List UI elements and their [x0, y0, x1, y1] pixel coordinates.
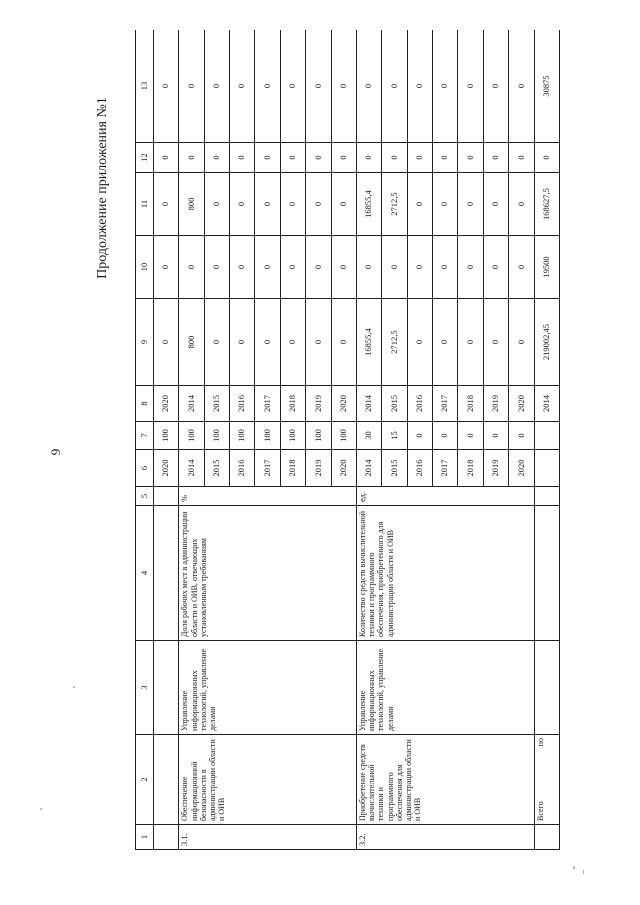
year-cell: 2017 — [255, 450, 280, 487]
amount-cell: 0 — [331, 236, 356, 299]
amount-cell: 0 — [382, 30, 407, 143]
amount-cell: 0 — [306, 236, 331, 299]
column-number-row — [136, 30, 154, 850]
year-cell: 2017 — [433, 450, 458, 487]
column-number: 8 — [136, 386, 154, 422]
item-number: 3.1. — [179, 825, 357, 850]
amount-cell: 0 — [306, 173, 331, 236]
target-value-cell: 0 — [433, 422, 458, 450]
table-row — [356, 30, 381, 850]
item-name: Приобретение средств вычислительной техники и программного обеспечения для администрации области и ОИВ — [356, 735, 534, 825]
program-table-grid — [135, 30, 560, 850]
amount-cell: 0 — [458, 236, 483, 299]
year-cell: 2018 — [280, 386, 305, 422]
target-value-cell: 100 — [153, 422, 178, 450]
page-heading: Продолжение приложения №1 — [95, 97, 110, 279]
indicator-name: Доля рабочих мест в администрации области и ОИВ, отвечающих установленным требованиям — [179, 506, 357, 641]
amount-cell: 0 — [433, 143, 458, 173]
scan-speck — [40, 808, 42, 810]
amount-cell: 0 — [306, 143, 331, 173]
page-number: 9 — [48, 448, 63, 456]
amount-cell: 0 — [204, 173, 229, 236]
total-row — [534, 30, 559, 850]
year-cell: 2014 — [356, 386, 381, 422]
column-number: 7 — [136, 422, 154, 450]
amount-cell: 0 — [204, 236, 229, 299]
scan-speck — [573, 866, 575, 869]
item-name: Обеспечение информационной безопасности в администрации области и ОИВ — [179, 735, 357, 825]
table-row — [179, 30, 204, 850]
total-label-suffix: по — [535, 738, 545, 747]
total-amount: 0 — [534, 143, 559, 173]
unit-cell: ед. — [356, 487, 534, 506]
scan-speck — [73, 686, 75, 688]
year-cell: 2016 — [407, 386, 432, 422]
year-cell: 2015 — [204, 450, 229, 487]
table-row — [153, 30, 178, 850]
amount-cell: 0 — [458, 30, 483, 143]
target-value-cell: 100 — [280, 422, 305, 450]
amount-cell: 0 — [331, 299, 356, 386]
amount-cell: 16855,4 — [356, 173, 381, 236]
target-value-cell: 100 — [204, 422, 229, 450]
target-value-cell: 30 — [356, 422, 381, 450]
amount-cell: 0 — [483, 143, 508, 173]
responsible-executor: Управление информационных технологий, управление делами — [356, 641, 534, 735]
amount-cell: 800 — [179, 173, 204, 236]
amount-cell: 0 — [483, 173, 508, 236]
column-number: 9 — [136, 299, 154, 386]
column-number: 5 — [136, 487, 154, 506]
year-cell: 2015 — [204, 386, 229, 422]
amount-cell: 0 — [179, 30, 204, 143]
item-number: 3.2. — [356, 825, 534, 850]
year-cell: 2014 — [179, 450, 204, 487]
year-cell: 2018 — [458, 386, 483, 422]
amount-cell: 0 — [280, 299, 305, 386]
target-value-cell: 100 — [230, 422, 255, 450]
column-number: 3 — [136, 641, 154, 735]
year-cell: 2014 — [534, 386, 559, 422]
year-cell: 2018 — [458, 450, 483, 487]
amount-cell: 800 — [179, 299, 204, 386]
year-cell: 2020 — [331, 386, 356, 422]
amount-cell: 0 — [407, 236, 432, 299]
amount-cell: 0 — [433, 236, 458, 299]
year-cell: 2016 — [230, 450, 255, 487]
amount-cell: 0 — [356, 30, 381, 143]
amount-cell: 0 — [509, 236, 534, 299]
amount-cell: 0 — [280, 143, 305, 173]
amount-cell: 0 — [255, 299, 280, 386]
year-cell: 2019 — [306, 450, 331, 487]
year-cell: 2018 — [280, 450, 305, 487]
amount-cell: 0 — [458, 173, 483, 236]
unit-cell: % — [179, 487, 357, 506]
amount-cell: 0 — [509, 299, 534, 386]
amount-cell: 0 — [306, 30, 331, 143]
amount-cell: 0 — [331, 173, 356, 236]
amount-cell: 0 — [153, 143, 178, 173]
responsible-executor: Управление информационных технологий, управление делами — [179, 641, 357, 735]
amount-cell: 0 — [458, 143, 483, 173]
amount-cell: 16855,4 — [356, 299, 381, 386]
amount-cell: 0 — [458, 299, 483, 386]
amount-cell: 0 — [433, 30, 458, 143]
amount-cell: 0 — [331, 143, 356, 173]
amount-cell: 0 — [204, 30, 229, 143]
column-number: 2 — [136, 735, 154, 825]
amount-cell: 0 — [204, 299, 229, 386]
year-cell: 2014 — [179, 386, 204, 422]
amount-cell: 0 — [153, 173, 178, 236]
column-number: 10 — [136, 236, 154, 299]
year-cell: 2017 — [433, 386, 458, 422]
year-cell: 2019 — [306, 386, 331, 422]
amount-cell: 0 — [230, 30, 255, 143]
target-value-cell: 100 — [331, 422, 356, 450]
amount-cell: 0 — [509, 143, 534, 173]
amount-cell: 0 — [483, 30, 508, 143]
indicator-name: Количество средств вычислительной техники и программного обеспечения, приобретенного для администрации области и ОИВ — [356, 506, 534, 641]
target-value-cell: 100 — [255, 422, 280, 450]
amount-cell: 0 — [356, 143, 381, 173]
amount-cell: 0 — [433, 299, 458, 386]
amount-cell: 0 — [255, 236, 280, 299]
amount-cell: 0 — [407, 30, 432, 143]
year-cell: 2020 — [153, 386, 178, 422]
total-label — [534, 735, 559, 825]
total-amount: 168627,5 — [534, 173, 559, 236]
amount-cell: 0 — [230, 143, 255, 173]
amount-cell: 0 — [433, 173, 458, 236]
column-number: 6 — [136, 450, 154, 487]
amount-cell: 0 — [483, 299, 508, 386]
amount-cell: 0 — [280, 236, 305, 299]
year-cell: 2020 — [509, 450, 534, 487]
target-value-cell: 0 — [458, 422, 483, 450]
column-number: 11 — [136, 173, 154, 236]
amount-cell: 0 — [483, 236, 508, 299]
amount-cell: 0 — [153, 236, 178, 299]
amount-cell: 0 — [230, 299, 255, 386]
amount-cell: 0 — [382, 236, 407, 299]
amount-cell: 0 — [407, 299, 432, 386]
amount-cell: 0 — [280, 173, 305, 236]
amount-cell: 0 — [255, 30, 280, 143]
total-amount: 19500 — [534, 236, 559, 299]
amount-cell: 0 — [509, 173, 534, 236]
column-number: 4 — [136, 506, 154, 641]
year-cell: 2016 — [407, 450, 432, 487]
year-cell: 2020 — [509, 386, 534, 422]
year-cell: 2016 — [230, 386, 255, 422]
amount-cell: 0 — [407, 173, 432, 236]
year-cell: 2015 — [382, 386, 407, 422]
amount-cell: 0 — [153, 299, 178, 386]
year-cell: 2014 — [356, 450, 381, 487]
column-number: 12 — [136, 143, 154, 173]
target-value-cell: 15 — [382, 422, 407, 450]
amount-cell: 0 — [509, 30, 534, 143]
amount-cell: 0 — [331, 30, 356, 143]
amount-cell: 0 — [255, 173, 280, 236]
amount-cell: 0 — [407, 143, 432, 173]
total-amount: 30875 — [534, 30, 559, 143]
total-label-word: Всего — [535, 801, 545, 821]
target-value-cell: 100 — [179, 422, 204, 450]
target-value-cell: 100 — [306, 422, 331, 450]
year-cell: 2017 — [255, 386, 280, 422]
year-cell: 2019 — [483, 450, 508, 487]
target-value-cell: 0 — [407, 422, 432, 450]
year-cell: 2020 — [153, 450, 178, 487]
amount-cell: 0 — [179, 236, 204, 299]
total-amount: 219002,45 — [534, 299, 559, 386]
amount-cell: 0 — [280, 30, 305, 143]
amount-cell: 2712,5 — [382, 299, 407, 386]
target-value-cell: 0 — [509, 422, 534, 450]
target-value-cell: 0 — [483, 422, 508, 450]
amount-cell: 0 — [204, 143, 229, 173]
year-cell: 2020 — [331, 450, 356, 487]
program-table — [135, 30, 560, 850]
column-number: 13 — [136, 30, 154, 143]
amount-cell: 0 — [153, 30, 178, 143]
amount-cell: 0 — [230, 236, 255, 299]
amount-cell: 0 — [179, 143, 204, 173]
amount-cell: 0 — [230, 173, 255, 236]
column-number: 1 — [136, 825, 154, 850]
amount-cell: 0 — [306, 299, 331, 386]
amount-cell: 0 — [382, 143, 407, 173]
amount-cell: 0 — [255, 143, 280, 173]
amount-cell: 2712,5 — [382, 173, 407, 236]
year-cell: 2015 — [382, 450, 407, 487]
amount-cell: 0 — [356, 236, 381, 299]
year-cell: 2019 — [483, 386, 508, 422]
scan-speck — [583, 870, 584, 874]
